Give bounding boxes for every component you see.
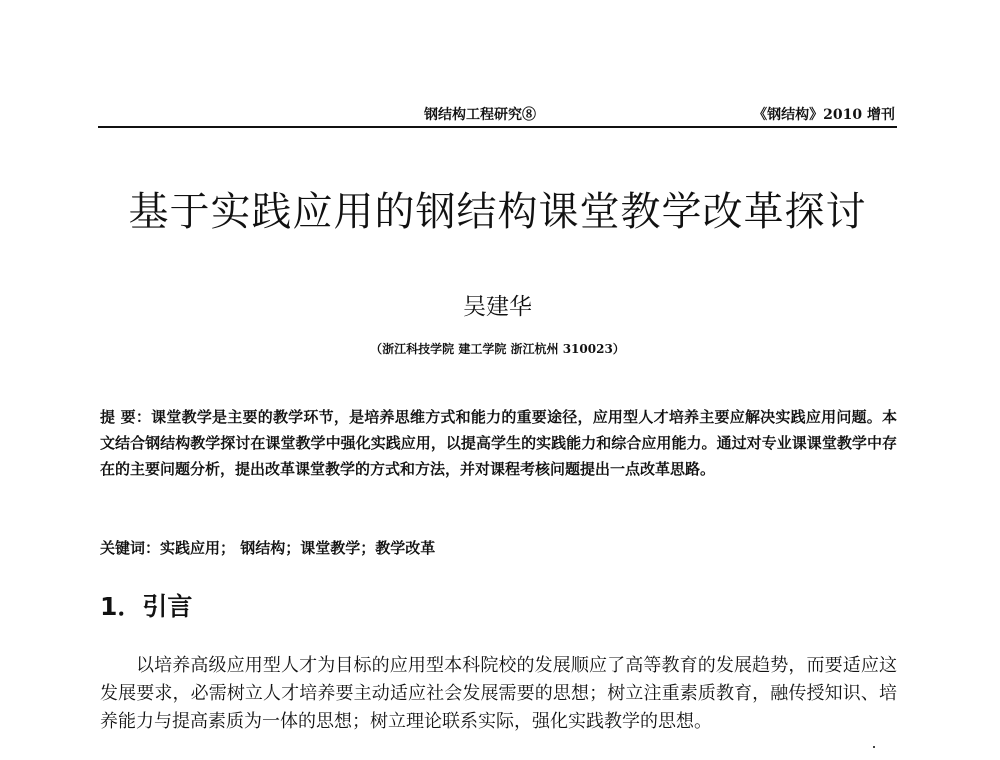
header-rule [98,126,897,128]
author-name: 吴建华 [463,294,532,320]
keywords [100,536,897,560]
abstract [100,404,897,482]
abstract-label: 提 要： [100,408,152,426]
author-affiliation: （浙江科技学院 建工学院 浙江杭州 310023） [370,342,625,356]
keywords-label: 关键词： [100,539,161,557]
section-heading: 1．引言 [100,592,193,621]
running-header [98,100,897,124]
paper-title: 基于实践应用的钢结构课堂教学改革探讨 [128,189,867,235]
series-title: 钢结构工程研究⑧ [424,107,536,123]
scan-speck [873,746,875,748]
keywords-text: 实践应用； 钢结构；课堂教学；教学改革 [160,539,436,557]
body-paragraph: 以培养高级应用型人才为目标的应用型本科院校的发展顺应了高等教育的发展趋势，而要适应这发展要求，必需树立人才培养要主动适应社会发展需要的思想；树立注重素质教育，融传授知识、培养能力与提高素质为一体的思想；树立理论联系实际，强化实践教学的思想。 [100,655,897,732]
abstract-text: 课堂教学是主要的教学环节，是培养思维方式和能力的重要途径，应用型人才培养主要应解决实践应用问题。本文结合钢结构教学探讨在课堂教学中强化实践应用，以提高学生的实践能力和综合应用能力。通过对专业课课堂教学中存在的主要问题分析，提出改革课堂教学的方式和方法，并对课程考核问题提出一点改革思路。 [100,408,897,478]
journal-issue: 《钢结构》2010 增刊 [753,107,895,123]
